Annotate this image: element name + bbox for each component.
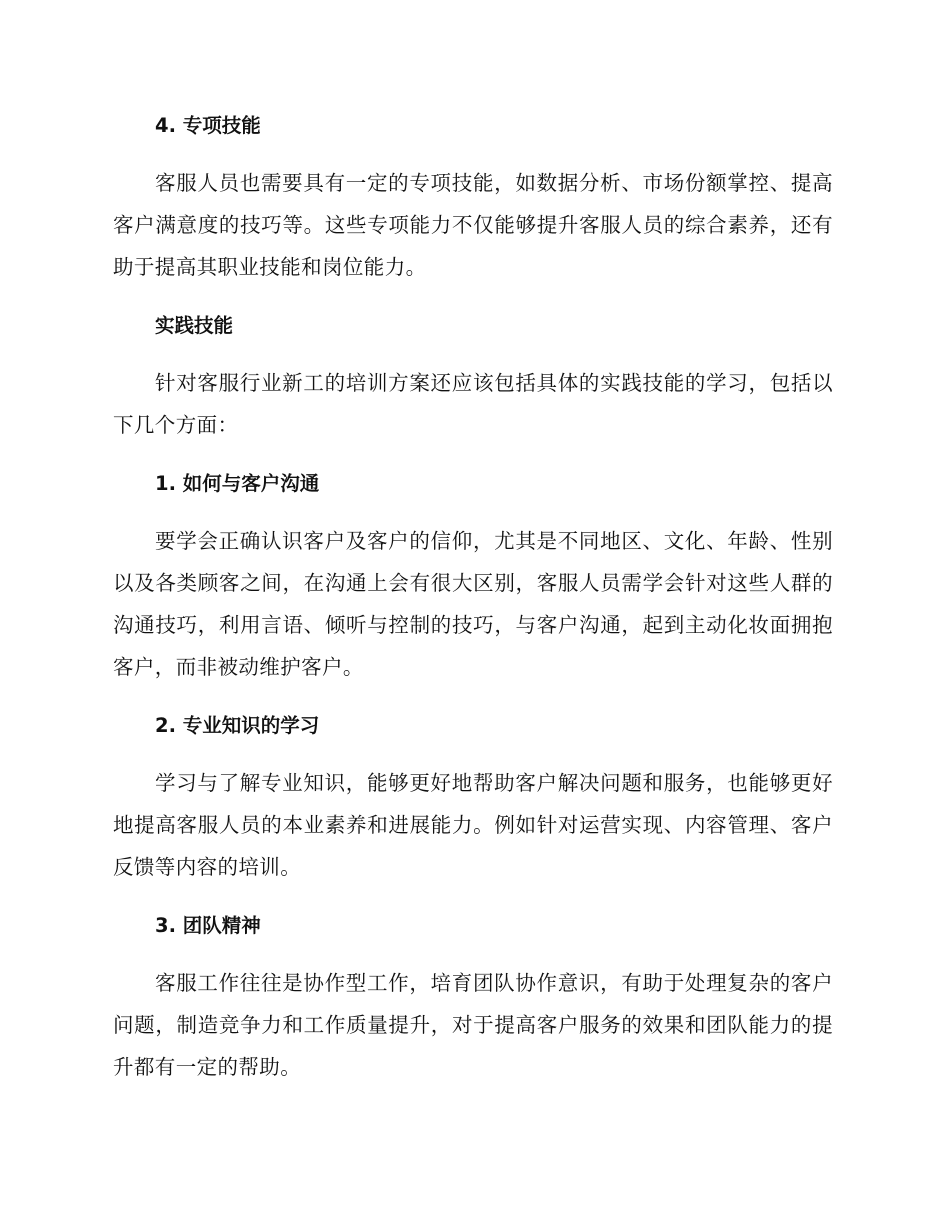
section-paragraph-special-skills: 客服人员也需要具有一定的专项技能，如数据分析、市场份额掌控、提高客户满意度的技巧等。这些专项能力不仅能够提升客服人员的综合素养，还有助于提高其职业技能和岗位能力。	[113, 171, 833, 279]
section-paragraph-customer-communication: 要学会正确认识客户及客户的信仰，尤其是不同地区、文化、年龄、性别以及各类顾客之间，在沟通上会有很大区别，客服人员需学会针对这些人群的沟通技巧，利用言语、倾听与控制的技巧，与客户沟通，起到主动化妆面拥抱客户，而非被动维护客户。	[113, 529, 833, 679]
section-paragraph-professional-knowledge: 学习与了解专业知识，能够更好地帮助客户解决问题和服务，也能够更好地提高客服人员的本业素养和进展能力。例如针对运营实现、内容管理、客户反馈等内容的培训。	[113, 771, 833, 879]
section-paragraph-practical-skills: 针对客服行业新工的培训方案还应该包括具体的实践技能的学习，包括以下几个方面：	[113, 371, 833, 437]
section-heading-special-skills: 4. 专项技能	[155, 114, 261, 137]
section-heading-customer-communication: 1. 如何与客户沟通	[155, 472, 320, 495]
section-paragraph-team-spirit: 客服工作往往是协作型工作，培育团队协作意识，有助于处理复杂的客户问题，制造竞争力和工作质量提升，对于提高客户服务的效果和团队能力的提升都有一定的帮助。	[113, 971, 833, 1079]
section-heading-practical-skills: 实践技能	[155, 314, 234, 337]
section-heading-professional-knowledge: 2. 专业知识的学习	[155, 714, 320, 737]
section-heading-team-spirit: 3. 团队精神	[155, 914, 261, 937]
document-page	[113, 104, 833, 1088]
